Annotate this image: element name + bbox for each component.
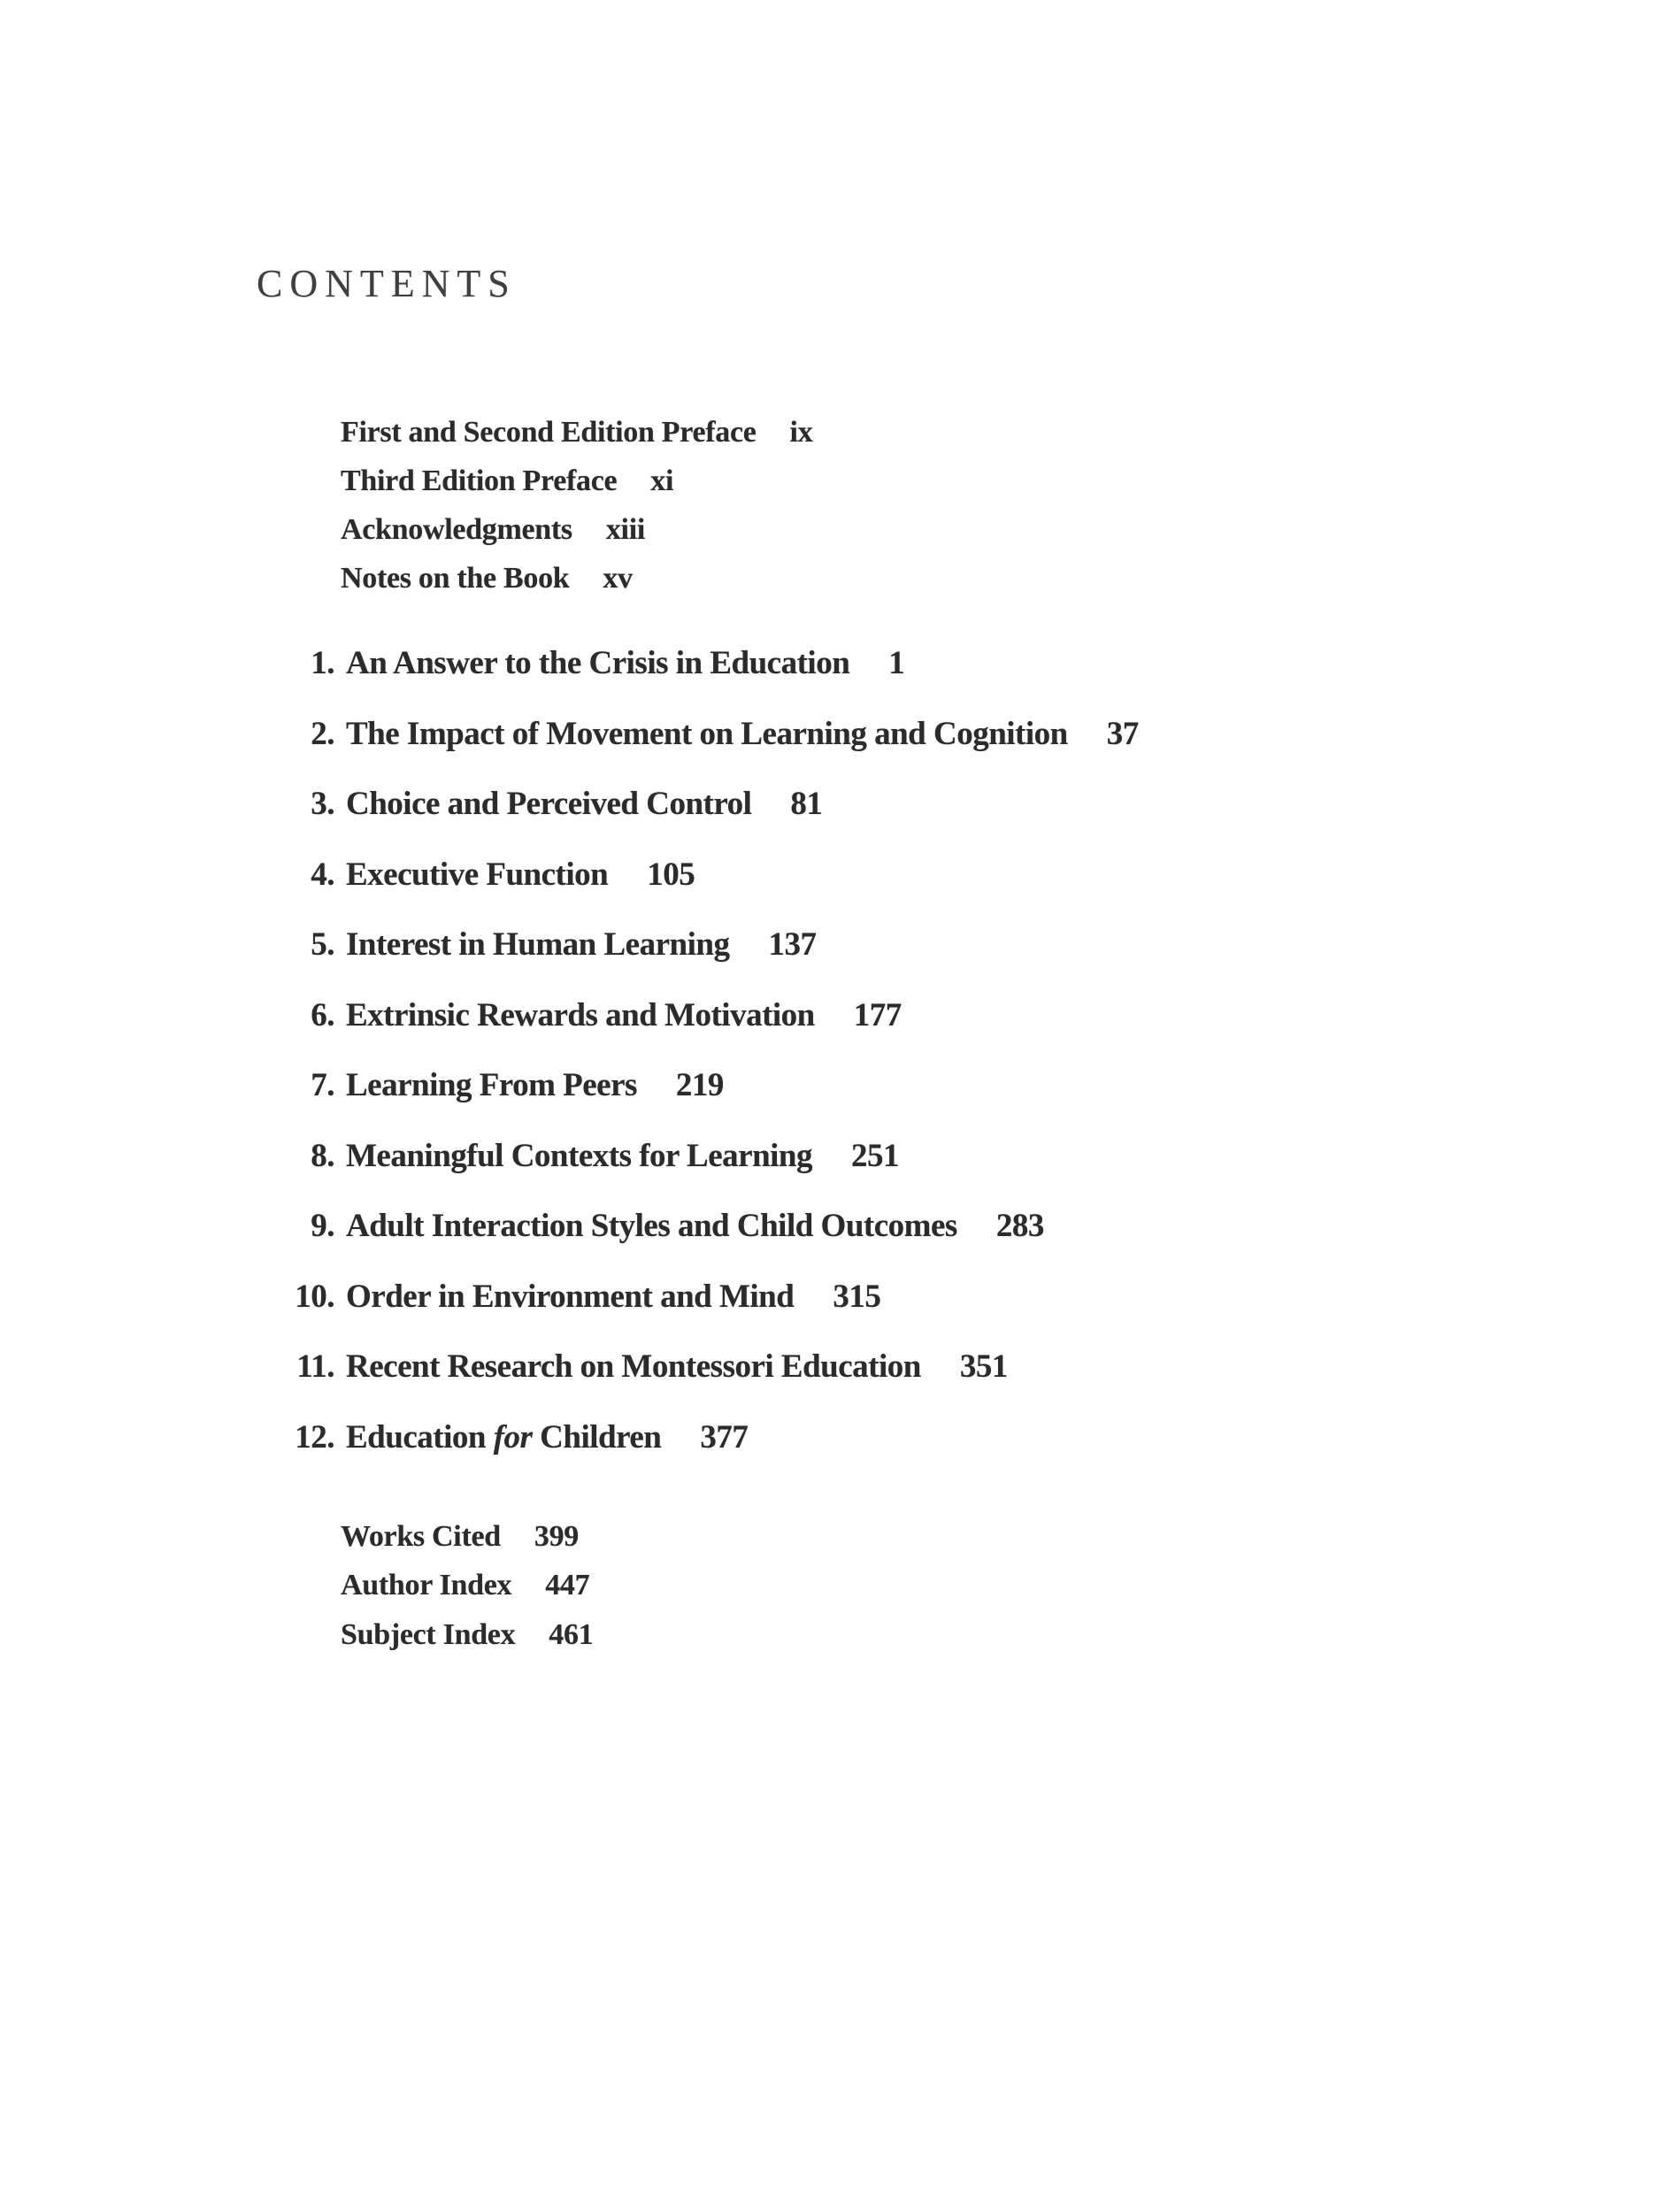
chapter-page-number: 219 <box>675 1067 724 1104</box>
chapter-page-number: 315 <box>833 1278 881 1315</box>
chapter-entry <box>265 1262 1139 1333</box>
chapter-page-number: 377 <box>700 1418 749 1455</box>
chapter-page-number: 105 <box>647 856 695 893</box>
chapter-entry <box>265 1191 1139 1262</box>
chapter-entry <box>265 699 1139 770</box>
chapter-number: 5. <box>311 926 334 964</box>
back-matter-list <box>341 1512 593 1660</box>
chapter-title: Education for Children <box>346 1418 662 1455</box>
back-matter-page-number: 461 <box>549 1617 594 1651</box>
chapter-page-number: 251 <box>851 1137 900 1174</box>
chapter-title: Interest in Human Learning <box>346 926 730 964</box>
front-matter-entry <box>341 554 812 603</box>
front-matter-page-number: xi <box>650 464 674 497</box>
chapter-number: 9. <box>311 1208 334 1245</box>
back-matter-label: Author Index <box>341 1569 512 1602</box>
chapter-number: 8. <box>311 1137 334 1174</box>
front-matter-page-number: xv <box>603 561 633 595</box>
front-matter-page-number: xiii <box>605 512 645 546</box>
back-matter-label: Works Cited <box>341 1519 501 1553</box>
front-matter-label: Notes on the Book <box>341 561 570 595</box>
chapter-number: 12. <box>295 1418 334 1455</box>
back-matter-entry <box>341 1610 593 1660</box>
back-matter-page-number: 447 <box>545 1569 590 1602</box>
back-matter-entry <box>341 1512 593 1562</box>
chapter-page-number: 137 <box>768 926 817 964</box>
chapter-entry <box>265 910 1139 980</box>
chapter-number: 11. <box>296 1348 334 1386</box>
chapter-number: 3. <box>311 786 334 823</box>
front-matter-entry <box>341 408 812 457</box>
front-matter-entry <box>341 505 812 554</box>
chapter-entry <box>265 840 1139 910</box>
chapter-page-number: 37 <box>1106 715 1139 752</box>
chapter-entry <box>265 628 1139 699</box>
chapter-title: Adult Interaction Styles and Child Outcomes <box>346 1208 957 1245</box>
chapter-entry <box>265 1121 1139 1192</box>
chapter-page-number: 177 <box>853 996 902 1033</box>
chapter-title: The Impact of Movement on Learning and Cognition <box>346 715 1068 752</box>
back-matter-label: Subject Index <box>341 1617 516 1651</box>
chapter-title: An Answer to the Crisis in Education <box>346 645 850 682</box>
chapter-number: 1. <box>311 645 334 682</box>
front-matter-label: First and Second Edition Preface <box>341 415 757 449</box>
chapter-entry <box>265 769 1139 840</box>
front-matter-list <box>341 408 812 603</box>
chapter-entry <box>265 1050 1139 1121</box>
chapter-title: Executive Function <box>346 856 609 893</box>
chapter-number: 4. <box>311 856 334 893</box>
chapter-page-number: 1 <box>888 645 905 682</box>
page-title: CONTENTS <box>257 262 517 305</box>
front-matter-page-number: ix <box>789 415 813 449</box>
chapter-page-number: 283 <box>995 1208 1044 1245</box>
chapter-page-number: 351 <box>959 1348 1008 1386</box>
chapter-entry <box>265 980 1139 1051</box>
chapter-number: 2. <box>311 715 334 752</box>
chapter-title: Meaningful Contexts for Learning <box>346 1137 813 1174</box>
chapter-title: Choice and Perceived Control <box>346 786 752 823</box>
chapter-number: 10. <box>295 1278 334 1315</box>
chapter-page-number: 81 <box>790 786 823 823</box>
chapter-entry <box>265 1402 1139 1473</box>
chapter-entry <box>265 1332 1139 1402</box>
chapter-list <box>265 628 1139 1472</box>
chapter-title: Extrinsic Rewards and Motivation <box>346 996 815 1033</box>
front-matter-label: Third Edition Preface <box>341 464 618 497</box>
chapter-number: 6. <box>311 996 334 1033</box>
chapter-number: 7. <box>311 1067 334 1104</box>
back-matter-page-number: 399 <box>534 1519 579 1553</box>
chapter-title: Recent Research on Montessori Education <box>346 1348 921 1386</box>
chapter-title: Order in Environment and Mind <box>346 1278 795 1315</box>
front-matter-entry <box>341 457 812 505</box>
back-matter-entry <box>341 1562 593 1611</box>
front-matter-label: Acknowledgments <box>341 512 572 546</box>
chapter-title: Learning From Peers <box>346 1067 637 1104</box>
